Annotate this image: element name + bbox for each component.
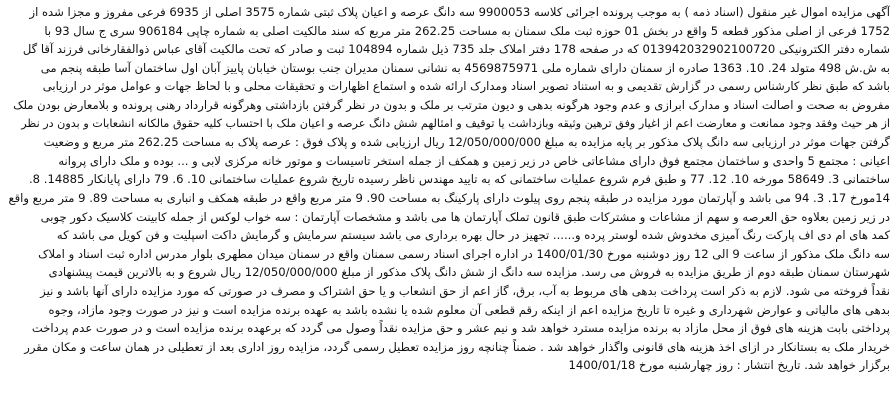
notice-line-1: آگهی مزایده اموال غیر منقول (اسناد ذمه ) به موجب پرونده اجرائی کلاسه 9900053 سه دانگ عرصه و اعیان پلاک ثبتی شماره 3575 اصلی از 6935 فرعی مفروز و مجزا شده از xyxy=(29,5,890,19)
notice-line-5: باشد که طبق نظر کارشناس رسمی در گزارش تقدیمی و به استناد تصویر اسناد ومدارک ارائه شده و استماع اظهارات و تحقیقات محلی و با لحاظ جهات و عوامل موثر در ارزیابی xyxy=(42,79,890,94)
notice-line-4: به ش.ش 498 متولد 24. 10. 1363 صادره از سمنان دارای شماره ملی 4569875971 به نشانی سمنان مدیران جنب بوستان خیابان پاییز آبان اول ساختمان آسا طبقه پنجم می xyxy=(40,60,890,75)
notice-line-7: از هر حیث وفقد وجود ممانعت و معارضت اعم از اغیار وفق ترهین وثیقه وبازداشت یا توقیف و امثالهم شش دانگ عرصه و اعیان ملک با احتساب کلیه حقوق مالکانه انشعابات و بدون در نظر xyxy=(21,116,890,130)
notice-line-14: سه دانگ ملک مذکور از ساعت 9 الی 12 روز دوشنبه مورخ 1400/01/30 در اداره اجرای اسناد رسمی سمنان واقع در سمنان میدان مطهری بلوار مدرس اداره ثبت اسناد و املاک xyxy=(38,246,890,261)
notice-line-9: اعیانی : مجتمع 5 واحدی و ساختمان مجتمع فوق دارای مشاعاتی خاص در زیر زمین و همکف از جمله استخر تاسیسات و موتور خانه مرکزی لابی و ... بوده و ملک دارای پروانه xyxy=(58,153,890,168)
notice-line-2: 1752 فرعی از اصلی مذکور قطعه 5 واقع در بخش 01 حوزه ثبت ملک سمنان به مساحت 262.25 متر مربع که سند مالکیت اصلی به شماره چاپی 906184 سری ج سال 93 با xyxy=(44,23,890,38)
notice-line-17: بدهی های مالیاتی و عوارض شهرداری و غیره تا تاریخ مزایده اعم از اینکه رقم قطعی آن معلوم شده یا نشده باشد به عهده برنده مزایده است و نیز در صورت وجود مازاد، وجوه xyxy=(48,302,890,317)
notice-line-11: 14مورخ 17. 3. 94 می باشد و آپارتمان مورد مزایده در طبقه پنجم روی پیلوت دارای پارکینگ به مساحت 90. 9 متر مربع واقع در طبقه همکف و انباری به مساحت 89. 9 متر مربع واقع xyxy=(8,190,890,205)
notice-line-18: پرداختی بابت هزینه های فوق از محل مازاد به برنده مزایده مسترد خواهد شد و نیم عشر و حق مزایده نقداً وصول می گردد که برعهده برنده مزایده است و در صورت عدم پرداخت xyxy=(31,321,890,336)
notice-line-13: کمد های ام دی اف پارکت رنگ آمیزی مخدوش شده لوستر پرده و...... تجهیز در حال بهره برداری می باشد سیستم سرمایش و گرمایش داکت اسپلیت و فن کویل می باشد که xyxy=(56,228,890,243)
notice-line-10: ساختمانی 3. 58649 مورخه 10. 12. 77 و طبق فرم شروع عملیات ساختمانی که به تایید مهندس ناظر رسیده تاریخ شروع عملیات ساختمانی 10. 6. 79 دارای پایانکار 14885. 8. xyxy=(28,172,890,187)
notice-line-20: برگزار خواهد شد. تاریخ انتشار : روز چهارشنبه مورخ 1400/01/18 xyxy=(568,358,890,373)
notice-line-19: خریدار ملک به بستانکار در ازای اخذ هزینه های قانونی واگذار خواهد شد . ضمناً چنانچه روز مزایده تعطیل رسمی گردد، مزایده روز اداری بعد از تعطیلی در همان ساعت و مکان مقرر xyxy=(24,339,890,354)
notice-line-3: شماره دفتر الکترونیکی 013942032902100720 که در صفحه 178 دفتر املاک جلد 735 ذیل شماره 104894 ثبت و صادر که تحت مالکیت آقای عباس ذوالفقارخانی فرزند آقا گل xyxy=(22,42,890,57)
notice-line-8: گرفتن جهات موثر در ارزیابی سه دانگ پلاک مذکور بر پایه مزایده به مبلغ 12/050/000/000 ریال ارزیابی شده و پلاک فوق : عرصه پلاک به مساحت 262.25 متر مربع و وضعیت xyxy=(43,135,890,150)
notice-line-12: در زیر زمین بعلاوه حق العرصه و سهم از مشاعات و مشترکات طبق قانون تملک آپارتمان ها می باشد و مشخصات آپارتمان : سه خواب لوکس از جمله کابینت کلاسیک دکور چوبی xyxy=(40,209,890,224)
notice-line-6: مفروض به صحت و اصالت اسناد و مدارک ابرازی و عدم وجود هرگونه بدهی و دیون مترتب بر ملک و بدون در نظر گرفتن بازداشتی وهرگونه قرارداد رهنی پرونده و بلامعارض بودن ملک xyxy=(13,97,890,112)
notice-line-16: نقداً فروخته می شود. لازم به ذکر است پرداخت بدهی های مربوط به آب، برق، گاز اعم از حق انشعاب و یا حق اشتراک و مصرف در صورتی که مورد مزایده دارای آنها باشد و نیز xyxy=(40,283,890,298)
notice-line-15: شهرستان سمنان طبقه دوم از طریق مزایده به فروش می رسد. مزایده سه دانگ از شش دانگ پلاک مذکور از مبلغ 12/050/000/000 ریال شروع و به بالاترین قیمت پیشنهادی xyxy=(48,265,890,280)
